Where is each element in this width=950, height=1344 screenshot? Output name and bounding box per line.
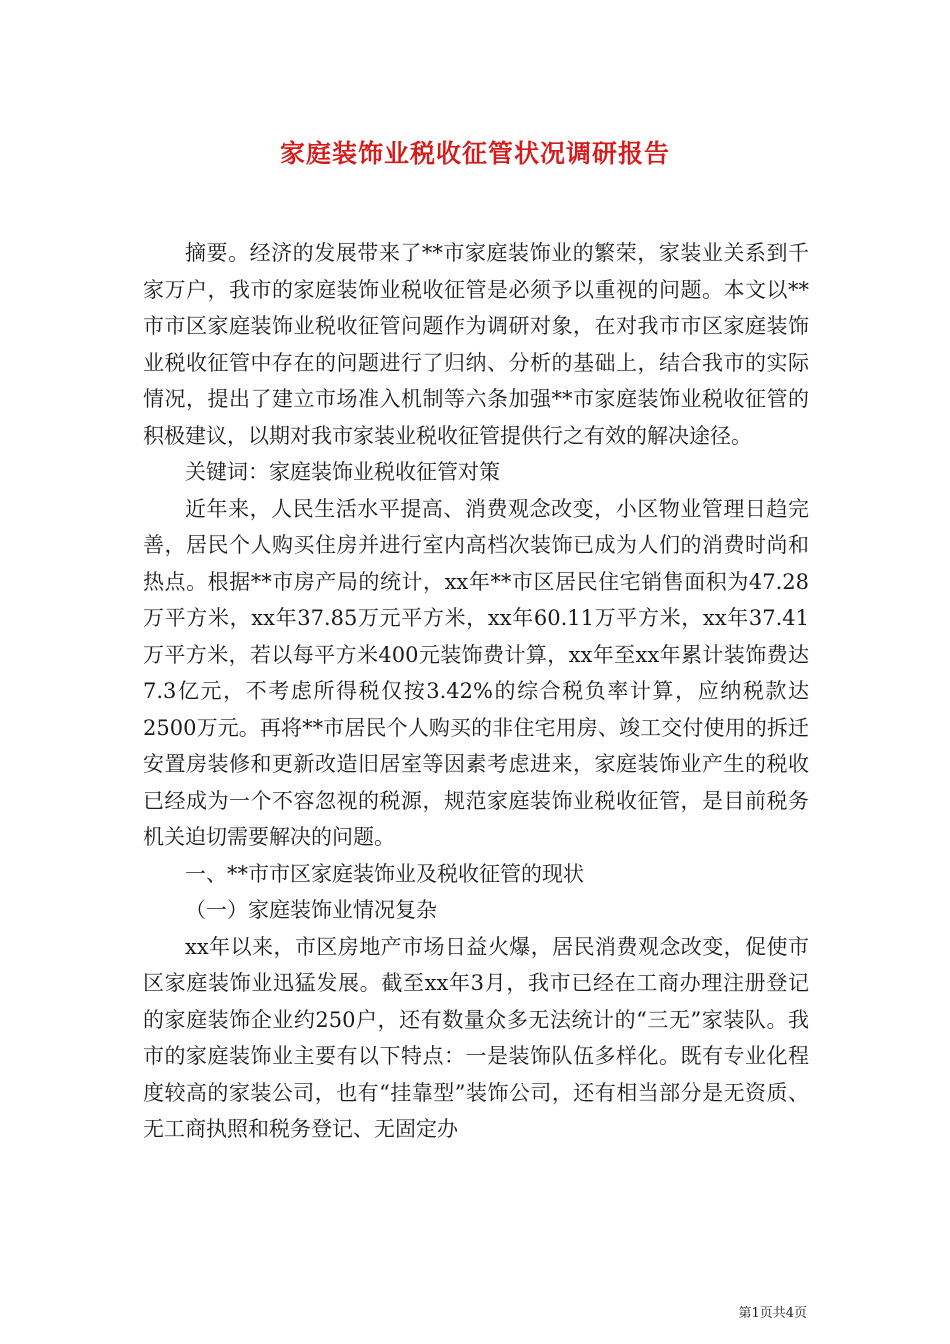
keywords-paragraph: 关键词：家庭装饰业税收征管对策 (185, 460, 500, 484)
body-paragraph: xx年以来，市区房地产市场日益火爆，居民消费观念改变，促使市区家庭装饰业迅猛发展。截至xx年3月，我市已经在工商办理注册登记的家庭装饰企业约250户，还有数量众多无法统计的“三无”家装队。我市的家庭装饰业主要有以下特点：一是装饰队伍多样化。既有专业化程度较高的家装公司，也有“挂靠型”装饰公司，还有相当部分是无资质、无工商执照和税务登记、无固定办 (143, 934, 809, 1141)
page-title: 家庭装饰业税收征管状况调研报告 (279, 139, 670, 168)
subsection-heading: （一）家庭装饰业情况复杂 (185, 898, 437, 922)
section-heading: 一、**市市区家庭装饰业及税收征管的现状 (185, 861, 584, 886)
abstract-paragraph: 摘要。经济的发展带来了**市家庭装饰业的繁荣，家装业关系到千家万户，我市的家庭装饰业税收征管是必须予以重视的问题。本文以**市市区家庭装饰业税收征管问题作为调研对象，在对我市市区家庭装饰业税收征管中存在的问题进行了归纳、分析的基础上，结合我市的实际情况，提出了建立市场准入机制等六条加强**市家庭装饰业税收征管的积极建议，以期对我市家装业税收征管提供行之有效的解决途径。 (143, 241, 809, 448)
page-number: 第1页共4页 (738, 1306, 807, 1321)
document-body (143, 235, 809, 1148)
intro-paragraph: 近年来，人民生活水平提高、消费观念改变，小区物业管理日趋完善，居民个人购买住房并进行室内高档次装饰已成为人们的消费时尚和热点。根据**市房产局的统计，xx年**市区居民住宅销售面积为47.28万平方米，xx年37.85万元平方米，xx年60.11万平方米，xx年37.41万平方米，若以每平方米400元装饰费计算，xx年至xx年累计装饰费达7.3亿元，不考虑所得税仅按3.42%的综合税负率计算，应纳税款达2500万元。再将**市居民个人购买的非住宅用房、竣工交付使用的拆迁安置房装修和更新改造旧居室等因素考虑进来，家庭装饰业产生的税收已经成为一个不容忽视的税源，规范家庭装饰业税收征管，是目前税务机关迫切需要解决的问题。 (143, 496, 809, 849)
